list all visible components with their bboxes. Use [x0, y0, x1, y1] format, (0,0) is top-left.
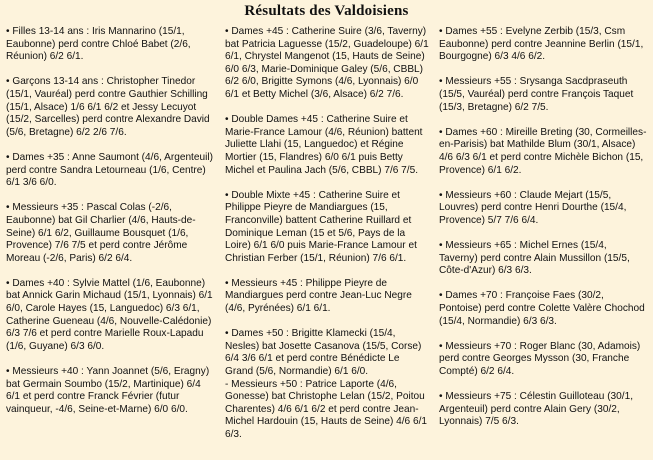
result-entry [225, 190, 429, 266]
result-text: • Double Dames +45 : Catherine Suire et Marie-France Lamour (4/6, Réunion) battent Juliette Llahi (15, Languedoc) et Régine Mortier (15, Flandres) 6/0 6/1 puis Betty Michel et Paulina Jach (5/6, CBBL) 7/6 7/5. [225, 114, 423, 176]
result-entry [439, 290, 647, 328]
result-text: • Dames +60 : Mireille Breting (30, Cormeilles-en-Parisis) bat Mathilde Blum (30/1, Alsace) 4/6 6/3 6/1 et perd contre Michèle Bichon (15, Provence) 6/1 6/2. [439, 126, 647, 176]
result-text: • Dames +55 : Evelyne Zerbib (15/3, Csm Eaubonne) perd contre Jeannine Berlin (15/1, Bourgogne) 6/3 4/6 6/2. [439, 26, 644, 63]
column-2 [221, 26, 435, 460]
result-text: • Messieurs +70 : Roger Blanc (30, Adamois) perd contre Georges Mysson (30, Franche Compté) 6/2 6/4. [439, 340, 641, 378]
result-entry [439, 391, 647, 429]
result-text: • Messieurs +40 : Yann Joannet (5/6, Eragny) bat Germain Soumbo (15/2, Martinique) 6/4 6/1 et perd contre Franck Février (futur vainqueur, -4/6, Seine-et-Marne) 6/0 6/0. [6, 366, 210, 415]
result-entry [439, 240, 647, 278]
result-entry [6, 76, 215, 139]
result-text: • Dames +45 : Catherine Suire (3/6, Taverny) bat Patricia Laguesse (15/2, Guadeloupe) 6/1 6/1, Chrystel Mangenot (15, Hauts de Seine) 6/0 6/3, Marie-Dominique Galey (5/6, CBBL) 6/2 6/0, Brigitte Symons (4/6, Lyonnais) 6/0 6/1 et Betty Michel (3/6, Alsace) 6/2 7/6. [225, 26, 429, 100]
column-3 [435, 26, 649, 460]
result-entry [225, 278, 429, 316]
result-entry [439, 127, 647, 177]
column-1 [6, 26, 221, 460]
result-entry [439, 190, 647, 228]
result-entry [225, 26, 429, 102]
result-text: • Messieurs +65 : Michel Ernes (15/4, Taverny) perd contre Alain Mussillon (15/5, Côte-d'Azur) 6/3 6/3. [439, 240, 630, 277]
result-entry [439, 26, 647, 64]
result-text: • Messieurs +45 : Philippe Pieyre de Mandiargues perd contre Jean-Luc Negre (4/6, Pyrénées) 6/1 6/1. [225, 277, 412, 315]
result-text: • Dames +50 : Brigitte Klamecki (15/4, Nesles) bat Josette Casanova (15/5, Corse) 6/4 3/6 6/1 et perd contre Bénédicte Le Grand (5/6, Normandie) 6/1 6/0. [225, 328, 422, 378]
result-entry [439, 341, 647, 379]
result-entry [6, 202, 215, 265]
result-entry [225, 114, 429, 177]
result-text: • Messieurs +35 : Pascal Colas (-2/6, Eaubonne) bat Gil Charlier (4/6, Hauts-de-Seine) 6/1 6/2, Guillaume Bousquet (1/6, Provence) 7/6 7/5 et perd contre Jérôme Moreau (-2/6, Paris) 6/2 6/4. [6, 202, 196, 264]
result-text: • Dames +70 : Françoise Faes (30/2, Pontoise) perd contre Colette Valère Chochod (15/4, Normandie) 6/3 6/3. [439, 290, 645, 327]
result-text: - Messieurs +50 : Patrice Laporte (4/6, Gonesse) bat Christophe Lelan (15/2, Poitou Charentes) 4/6 6/1 6/2 et perd contre Jean-Michel Hardouin (15, Hauts de Seine) 4/6 6/1 6/3. [225, 378, 427, 440]
result-text: • Garçons 13-14 ans : Christopher Tinedor (15/1, Vauréal) perd contre Gauthier Schilling (15/1, Alsace) 1/6 6/1 6/2 et Jessy Lecuyot (15/2, Sarcelles) perd contre Alexandre David (5/6, Bretagne) 6/2 2/6 7/6. [6, 76, 210, 138]
page-title: Résultats des Valdoisiens [244, 3, 409, 19]
result-text: • Dames +40 : Sylvie Mattel (1/6, Eaubonne) bat Annick Garin Michaud (15/1, Lyonnais) 6/1 6/0, Carole Hayes (15, Languedoc) 6/3 6/1, Catherine Gueneau (4/6, Nouvelle-Calédonie) 6/3 7/6 et perd contre Marielle Roux-Lapadu (1/6, Guyane) 6/3 6/0. [6, 277, 213, 352]
result-entry [6, 278, 215, 354]
result-text: • Messieurs +60 : Claude Mejart (15/5, Louvres) perd contre Henri Dourthe (15/4, Provence) 5/7 7/6 6/4. [439, 189, 627, 226]
result-text: • Messieurs +55 : Srysanga Sacdpraseuth (15/5, Vauréal) perd contre François Taquet (15/3, Bretagne) 6/2 7/5. [439, 76, 634, 113]
result-text: • Double Mixte +45 : Catherine Suire et Philippe Pieyre de Mandiargues (15, Franconville) battent Catherine Ruillard et Dominique Leman (15 et 5/6, Pays de la Loire) 6/1 6/0 puis Marie-France Lamour et Christian Ferber (15/1, Réunion) 7/6 6/1. [225, 189, 417, 264]
result-entry [6, 26, 215, 64]
result-text: • Filles 13-14 ans : Iris Mannarino (15/1, Eaubonne) perd contre Chloé Babet (2/6, Réunion) 6/2 6/1. [6, 26, 191, 63]
result-entry [6, 152, 215, 190]
result-text: • Messieurs +75 : Célestin Guilloteau (30/1, Argenteuil) perd contre Alain Gery (30/2, Lyonnais) 7/5 6/3. [439, 391, 634, 428]
result-entry [6, 366, 215, 416]
result-entry [439, 76, 647, 114]
result-entry [225, 328, 429, 441]
results-columns [6, 26, 649, 460]
result-text: • Dames +35 : Anne Saumont (4/6, Argenteuil) perd contre Sandra Letourneau (1/6, Centre) 6/1 3/6 6/0. [6, 151, 213, 189]
